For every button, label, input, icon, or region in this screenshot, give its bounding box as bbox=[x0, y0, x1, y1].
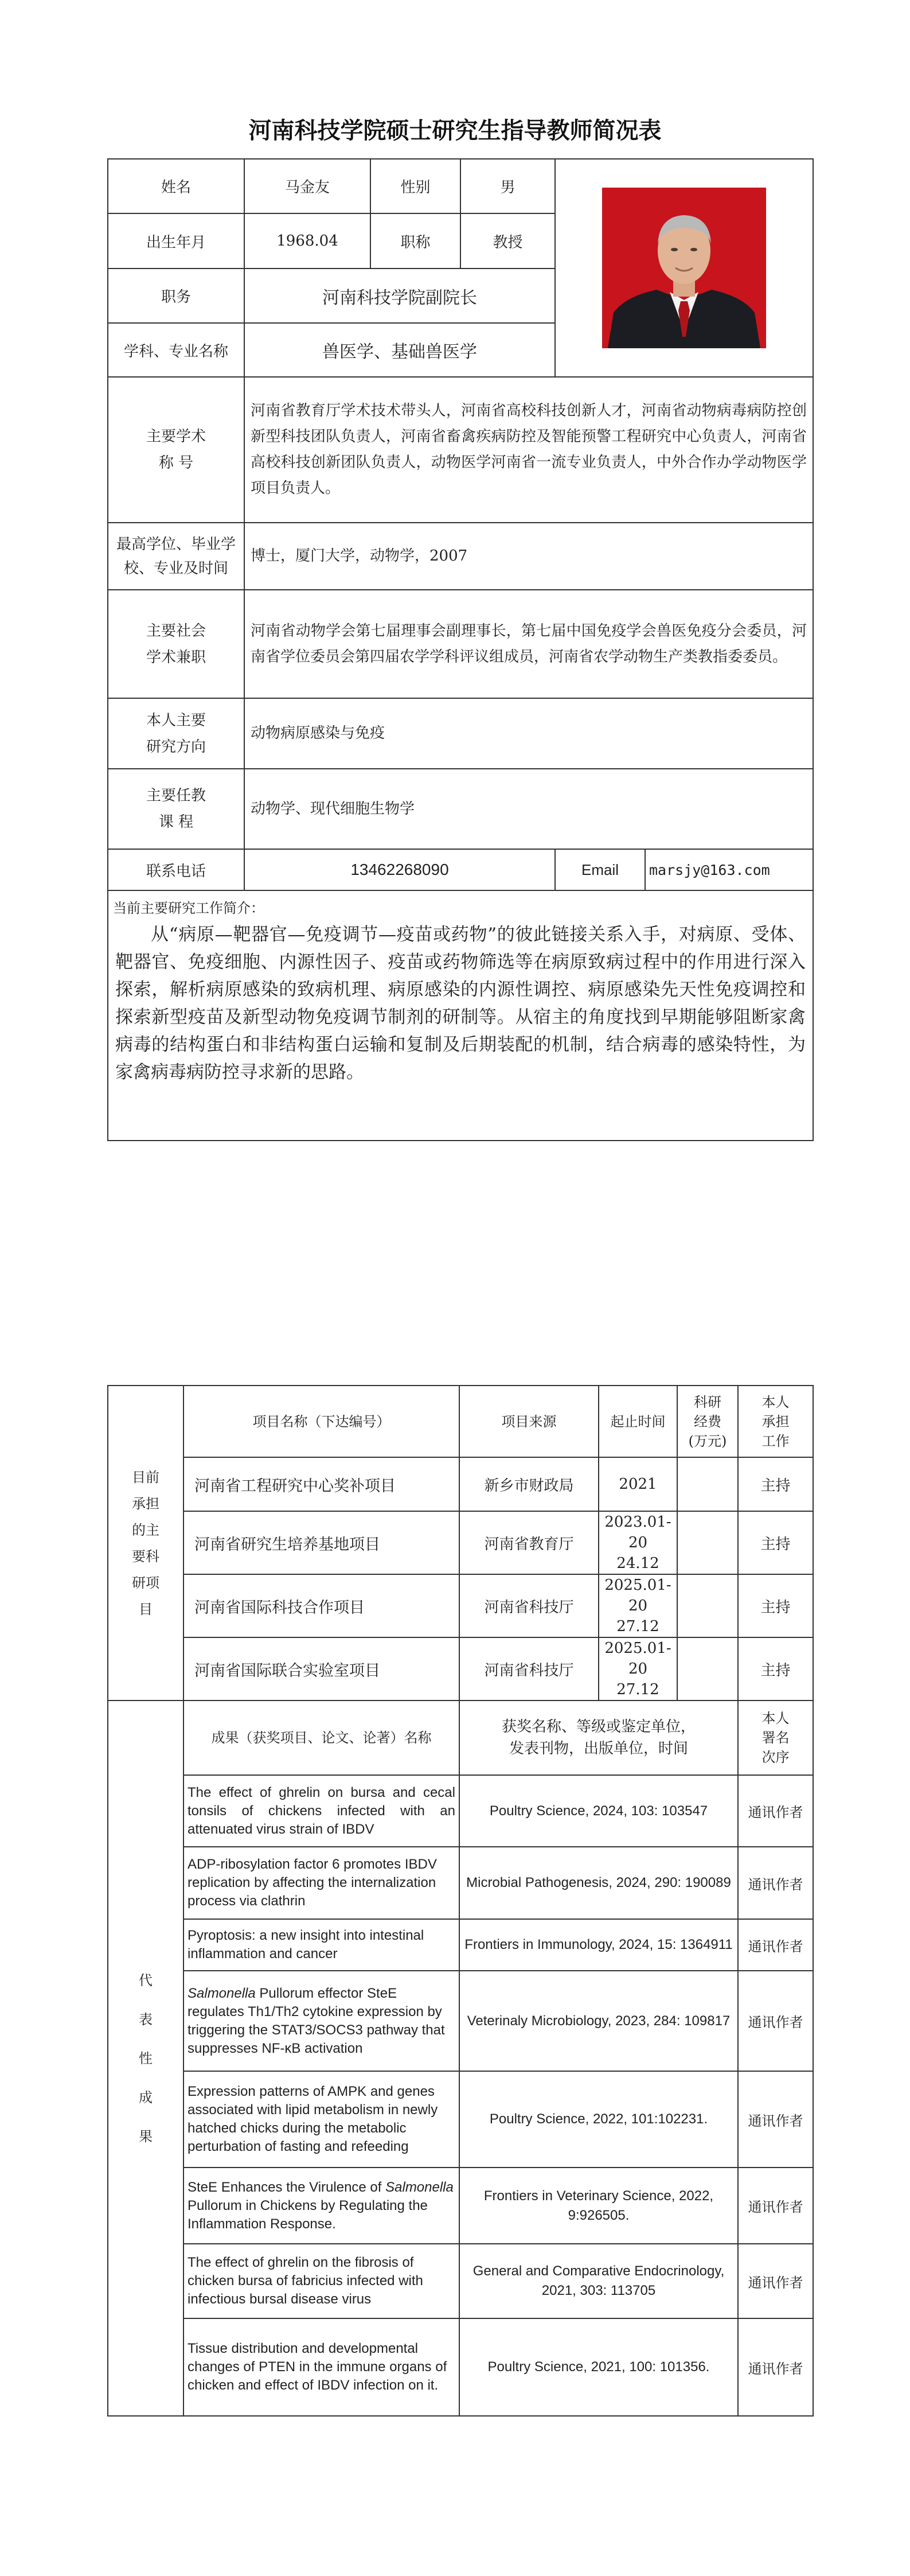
projects-side-label-line: 目 bbox=[139, 1601, 153, 1617]
courses-label bbox=[108, 769, 244, 849]
project-funds bbox=[677, 1574, 738, 1637]
academic-titles-label-line1: 主要学术 bbox=[146, 428, 206, 445]
projects-side-label-line: 的主 bbox=[132, 1522, 159, 1538]
name-value: 马金友 bbox=[244, 159, 370, 213]
project-row bbox=[108, 1511, 813, 1574]
project-name: 河南省工程研究中心奖补项目 bbox=[183, 1457, 459, 1511]
project-role: 主持 bbox=[738, 1511, 813, 1574]
academic-titles-label-line2: 称 号 bbox=[158, 454, 194, 472]
achievements-side-label-line: 代 bbox=[139, 1972, 153, 1989]
project-funds-header-line: 经费 bbox=[694, 1413, 721, 1430]
achievement-row bbox=[108, 1971, 813, 2071]
degree-value: 博士，厦门大学，动物学，2007 bbox=[244, 523, 813, 590]
achievement-role: 通讯作者 bbox=[738, 1971, 813, 2071]
position-value: 河南科技学院副院长 bbox=[244, 269, 555, 323]
achievements-side-label-line: 性 bbox=[139, 2050, 153, 2067]
achievement-title: ADP-ribosylation factor 6 promotes IBDV replication by affecting the internalization process via clathrin bbox=[183, 1847, 459, 1919]
achievement-row bbox=[108, 1847, 813, 1919]
achievement-source: Microbial Pathogenesis, 2024, 290: 190089 bbox=[459, 1847, 738, 1919]
birth-label: 出生年月 bbox=[108, 213, 244, 269]
achievement-name-header: 成果（获奖项目、论文、论著）名称 bbox=[183, 1701, 459, 1775]
degree-label-line1: 最高学位、毕业学 bbox=[116, 535, 236, 553]
achievement-role: 通讯作者 bbox=[738, 2318, 813, 2416]
project-name: 河南省国际联合实验室项目 bbox=[183, 1637, 459, 1701]
achievement-role: 通讯作者 bbox=[738, 1847, 813, 1919]
achievement-title: Expression patterns of AMPK and genes associated with lipid metabolism in newly hatched chicks during the metabolic perturbation of fasting and refeeding bbox=[183, 2071, 459, 2168]
project-funds bbox=[677, 1637, 738, 1701]
courses-label-line2: 课 程 bbox=[158, 814, 194, 831]
social-positions-label-line1: 主要社会 bbox=[146, 622, 206, 640]
project-period-line: 27.12 bbox=[616, 1618, 659, 1635]
project-funds bbox=[677, 1457, 738, 1511]
achievement-role-header-line: 次序 bbox=[761, 1749, 790, 1765]
page-title: 河南科技学院硕士研究生指导教师简况表 bbox=[248, 118, 662, 144]
projects-side-label-line: 要科 bbox=[132, 1548, 159, 1565]
project-source: 河南省教育厅 bbox=[459, 1511, 599, 1574]
achievement-row bbox=[108, 2071, 813, 2168]
achievement-row bbox=[108, 2168, 813, 2244]
birth-value: 1968.04 bbox=[244, 213, 370, 269]
projects-side-label-line: 研项 bbox=[132, 1574, 159, 1591]
project-name: 河南省国际科技合作项目 bbox=[183, 1574, 459, 1637]
achievement-role-header-line: 本人 bbox=[761, 1710, 790, 1726]
projects-side-label bbox=[108, 1386, 183, 1701]
project-name-header: 项目名称（下达编号） bbox=[183, 1386, 459, 1457]
project-period-line: 2023.01-20 bbox=[604, 1513, 671, 1551]
project-funds-header-line: (万元) bbox=[688, 1433, 727, 1449]
project-source: 河南省科技厅 bbox=[459, 1637, 599, 1701]
project-period bbox=[599, 1637, 677, 1701]
phone-value: 13462268090 bbox=[244, 849, 555, 890]
phone-label: 联系电话 bbox=[108, 849, 244, 890]
achievement-source-header-line: 发表刊物，出版单位，时间 bbox=[509, 1740, 688, 1757]
achievement-row bbox=[108, 1775, 813, 1847]
research-direction-label-line2: 研究方向 bbox=[146, 738, 206, 756]
achievement-source: Poultry Science, 2024, 103: 103547 bbox=[459, 1775, 738, 1847]
achievement-title-rest: Pullorum in Chickens by Regulating the Inflammation Response. bbox=[188, 2197, 428, 2232]
achievement-title: The effect of ghrelin on bursa and cecal tonsils of chickens infected with an attenuated virus strain of IBDV bbox=[183, 1775, 459, 1847]
achievement-source-header-line: 获奖名称、等级或鉴定单位， bbox=[501, 1718, 696, 1736]
rank-value: 教授 bbox=[460, 213, 555, 269]
social-positions-value: 河南省动物学会第七届理事会副理事长，第七届中国免疫学会兽医免疫分会委员，河南省学位委员会第四届农学学科评议组成员，河南省农学动物生产类教指委委员。 bbox=[244, 590, 813, 698]
social-positions-label-line2: 学术兼职 bbox=[146, 648, 206, 666]
degree-label bbox=[108, 523, 244, 590]
project-role: 主持 bbox=[738, 1574, 813, 1637]
research-summary-label: 当前主要研究工作简介： bbox=[113, 900, 264, 916]
project-source-header: 项目来源 bbox=[459, 1386, 599, 1457]
degree-label-line2: 校、专业及时间 bbox=[123, 559, 228, 577]
achievement-title bbox=[183, 2168, 459, 2244]
research-direction-label bbox=[108, 698, 244, 769]
discipline-value: 兽医学、基础兽医学 bbox=[244, 323, 555, 377]
achievement-source-header bbox=[459, 1701, 738, 1775]
achievement-role: 通讯作者 bbox=[738, 1919, 813, 1971]
rank-label: 职称 bbox=[370, 213, 460, 269]
project-role: 主持 bbox=[738, 1457, 813, 1511]
project-source: 河南省科技厅 bbox=[459, 1574, 599, 1637]
discipline-label: 学科、专业名称 bbox=[108, 323, 244, 377]
project-source: 新乡市财政局 bbox=[459, 1457, 599, 1511]
project-period-line: 27.12 bbox=[616, 1681, 659, 1698]
achievement-row bbox=[108, 2318, 813, 2416]
project-funds-header bbox=[677, 1386, 738, 1457]
projects-side-label-line: 目前 bbox=[132, 1469, 159, 1485]
project-period: 2021 bbox=[599, 1457, 677, 1511]
name-label: 姓名 bbox=[108, 159, 244, 213]
email-value: marsjy@163.com bbox=[645, 849, 813, 890]
project-period-line: 2025.01-20 bbox=[604, 1640, 671, 1678]
project-role-header bbox=[738, 1386, 813, 1457]
project-role-header-line: 工作 bbox=[761, 1433, 790, 1449]
achievements-side-label-line: 成 bbox=[139, 2089, 153, 2106]
academic-titles-value: 河南省教育厅学术技术带头人，河南省高校科技创新人才，河南省动物病毒病防控创新型科技团队负责人，河南省畜禽疾病防控及智能预警工程研究中心负责人，河南省高校科技创新团队负责人，动物医学河南省一流专业负责人，中外合作办学动物医学项目负责人。 bbox=[244, 377, 813, 523]
project-name: 河南省研究生培养基地项目 bbox=[183, 1511, 459, 1574]
achievement-title: Tissue distribution and developmental changes of PTEN in the immune organs of chicken and effect of IBDV infection on it. bbox=[183, 2318, 459, 2416]
achievement-source: Veterinaly Microbiology, 2023, 284: 109817 bbox=[459, 1971, 738, 2071]
portrait-photo bbox=[602, 188, 766, 348]
achievement-title-italic: Salmonella bbox=[188, 1985, 256, 2001]
project-period-header: 起止时间 bbox=[599, 1386, 677, 1457]
gender-label: 性别 bbox=[370, 159, 460, 213]
achievement-role: 通讯作者 bbox=[738, 2244, 813, 2318]
gender-value: 男 bbox=[460, 159, 555, 213]
project-period-line: 2025.01-20 bbox=[604, 1577, 671, 1614]
research-summary-cell bbox=[108, 890, 813, 1141]
projects-achievements-table bbox=[107, 1385, 814, 2417]
achievement-row bbox=[108, 2244, 813, 2318]
achievement-source: Poultry Science, 2022, 101:102231. bbox=[459, 2071, 738, 2168]
achievement-row bbox=[108, 1919, 813, 1971]
achievement-role-header bbox=[738, 1701, 813, 1775]
achievement-title bbox=[183, 1971, 459, 2071]
position-label: 职务 bbox=[108, 269, 244, 323]
achievement-role: 通讯作者 bbox=[738, 2071, 813, 2168]
achievement-title-italic: Salmonella bbox=[385, 2179, 454, 2195]
social-positions-label bbox=[108, 590, 244, 698]
projects-side-label-line: 承担 bbox=[132, 1495, 159, 1512]
achievement-role: 通讯作者 bbox=[738, 1775, 813, 1847]
research-direction-value: 动物病原感染与免疫 bbox=[244, 698, 813, 769]
profile-table bbox=[107, 158, 814, 1141]
project-row bbox=[108, 1637, 813, 1701]
portrait-photo-cell bbox=[555, 159, 813, 377]
academic-titles-label bbox=[108, 377, 244, 523]
achievement-role: 通讯作者 bbox=[738, 2168, 813, 2244]
achievement-title: The effect of ghrelin on the fibrosis of chicken bursa of fabricius infected with infectious bursal disease virus bbox=[183, 2244, 459, 2318]
achievement-source: Poultry Science, 2021, 100: 101356. bbox=[459, 2318, 738, 2416]
achievement-title-pre: SteE Enhances the Virulence of bbox=[188, 2179, 386, 2195]
project-role-header-line: 本人 bbox=[761, 1394, 790, 1410]
courses-value: 动物学、现代细胞生物学 bbox=[244, 769, 813, 849]
achievements-side-label-line: 表 bbox=[139, 2011, 153, 2028]
project-period bbox=[599, 1574, 677, 1637]
achievement-title-rest: Pullorum effector SteE regulates Th1/Th2 cytokine expression by triggering the STAT3/SOCS3 pathway that suppresses NF-κB activation bbox=[188, 1985, 445, 2056]
achievement-title: Pyroptosis: a new insight into intestinal inflammation and cancer bbox=[183, 1919, 459, 1971]
project-funds-header-line: 科研 bbox=[694, 1394, 721, 1410]
research-direction-label-line1: 本人主要 bbox=[146, 711, 206, 729]
courses-label-line1: 主要任教 bbox=[146, 787, 206, 804]
achievement-source: Frontiers in Immunology, 2024, 15: 1364911 bbox=[459, 1919, 738, 1971]
achievement-source: Frontiers in Veterinary Science, 2022, 9:926505. bbox=[459, 2168, 738, 2244]
achievements-side-label bbox=[108, 1701, 183, 2416]
achievements-side-label-line: 果 bbox=[139, 2128, 153, 2145]
project-row bbox=[108, 1457, 813, 1511]
project-period-line: 24.12 bbox=[616, 1555, 659, 1572]
project-period bbox=[599, 1511, 677, 1574]
project-role: 主持 bbox=[738, 1637, 813, 1701]
research-summary-text: 从“病原—靶器官—免疫调节—疫苗或药物”的彼此链接关系入手，对病原、受体、靶器官、免疫细胞、内源性因子、疫苗或药物筛选等在病原致病过程中的作用进行深入探索，解析病原感染的致病机理、病原感染的内源性调控、病原感染先天性免疫调控和探索新型疫苗及新型动物免疫调节制剂的研制等。从宿主的角度找到早期能够阻断家禽病毒的结构蛋白和非结构蛋白运输和复制及后期装配的机制，结合病毒的感染特性，为家禽病毒病防控寻求新的思路。 bbox=[115, 924, 806, 1083]
project-row bbox=[108, 1574, 813, 1637]
project-role-header-line: 承担 bbox=[761, 1413, 790, 1430]
email-label: Email bbox=[555, 849, 645, 890]
project-funds bbox=[677, 1511, 738, 1574]
achievement-role-header-line: 署名 bbox=[761, 1730, 790, 1746]
achievement-source: General and Comparative Endocrinology, 2021, 303: 113705 bbox=[459, 2244, 738, 2318]
